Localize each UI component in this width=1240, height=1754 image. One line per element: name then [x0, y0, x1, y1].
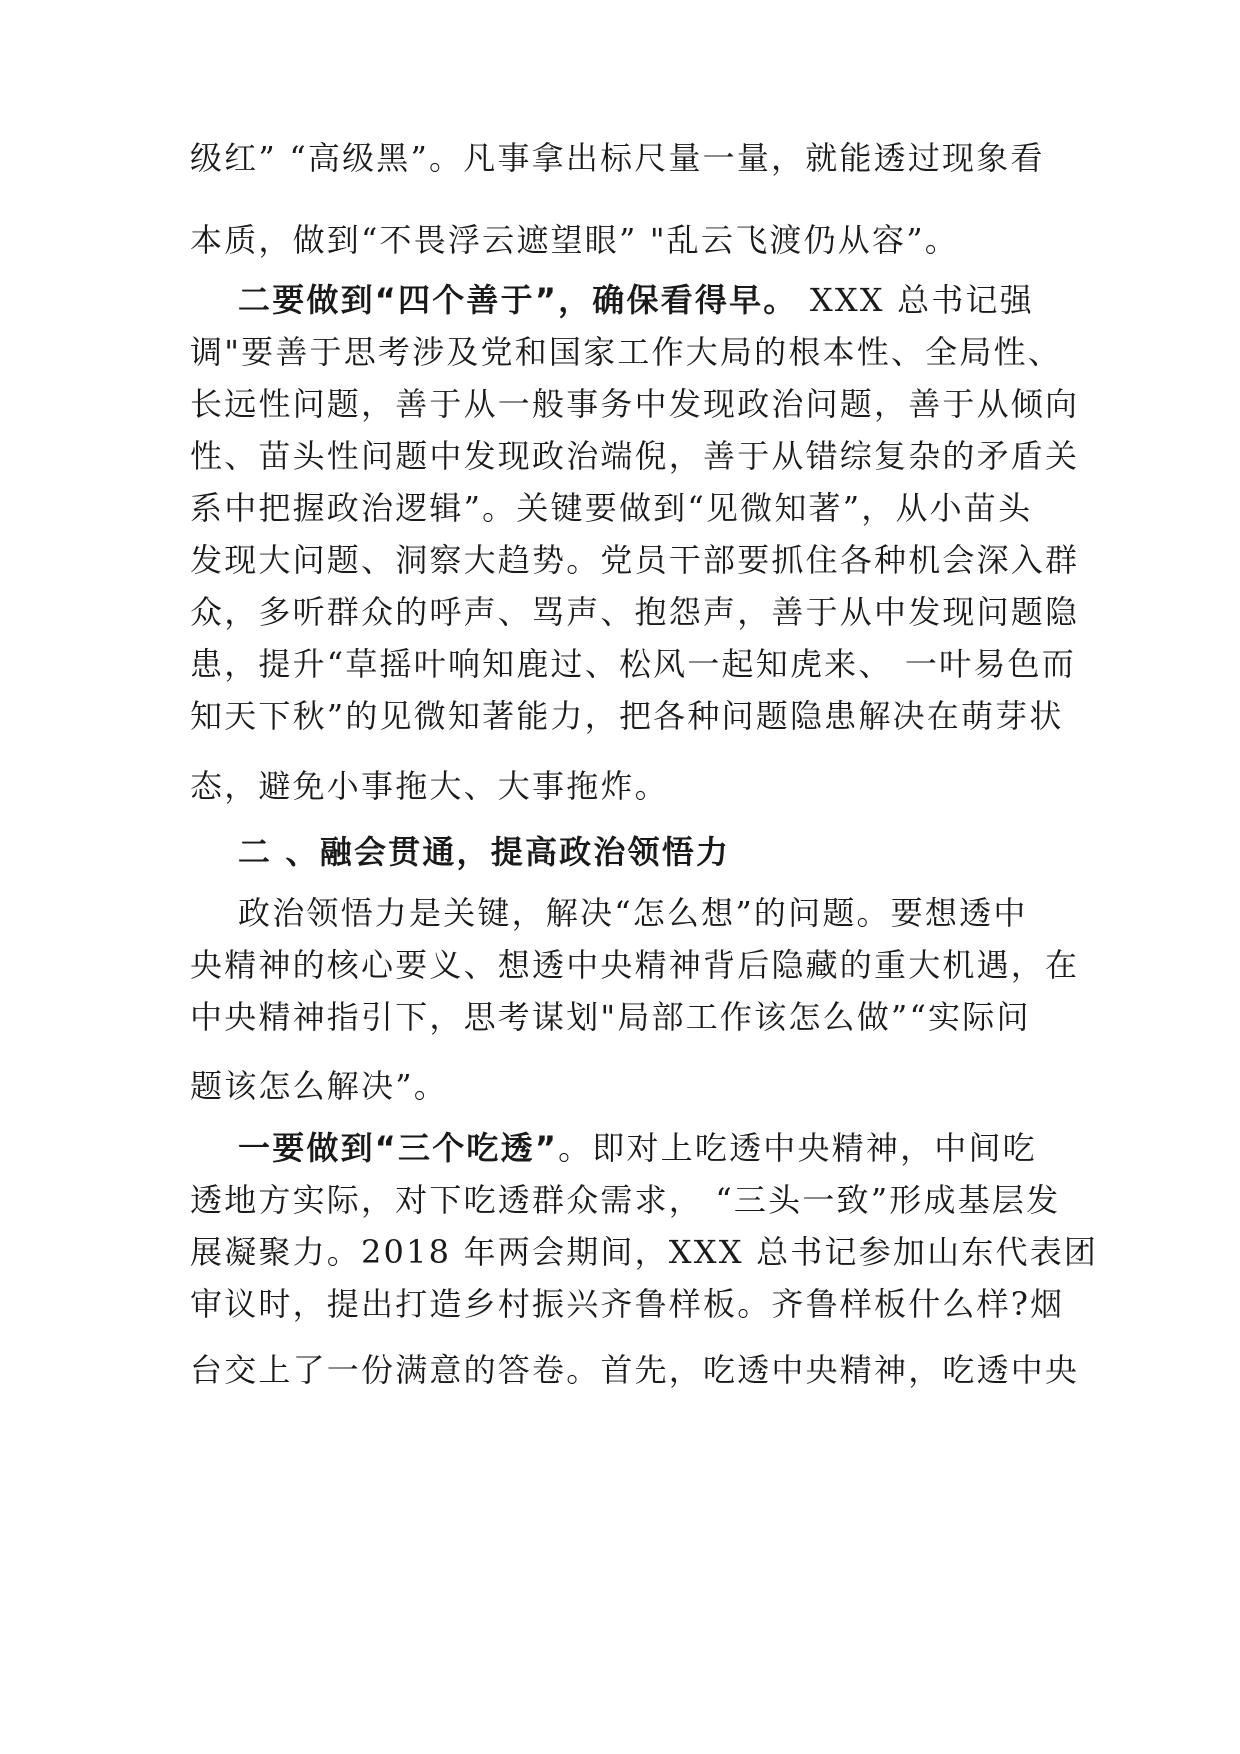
text-line	[190, 1066, 1050, 1106]
line-text: 众，多听群众的呼声、骂声、抱怨声，善于从中发现问题隐	[190, 593, 1080, 631]
line-text: 知天下秋”的见微知著能力，把各种问题隐患解决在萌芽状	[190, 697, 1064, 735]
text-line	[190, 436, 1080, 476]
subheading-text: 一要做到“三个吃透”	[238, 1129, 559, 1167]
line-text: 态，避免小事拖大、大事拖炸。	[190, 767, 669, 805]
line-text: 系中把握政治逻辑”。关键要做到“见微知著”，从小苗头	[190, 489, 1033, 527]
line-text: 本质，做到“不畏浮云遮望眼” "乱云飞渡仍从容”。	[190, 221, 959, 259]
text-line	[190, 997, 1050, 1037]
text-line	[190, 540, 1080, 580]
line-text: 政治领悟力是关键，解决“怎么想”的问题。要想透中	[238, 894, 1028, 932]
line-text: 台交上了一份满意的答卷。首先，吃透中央精神，吃透中央	[190, 1351, 1080, 1389]
text-line	[190, 488, 1050, 528]
line-text: 级红” “高级黑”。凡事拿出标尺量一量，就能透过现象看	[190, 139, 1045, 177]
line-text: 审议时，提出打造乡村振兴齐鲁样板。齐鲁样板什么样?烟	[190, 1285, 1065, 1323]
line-text: 中央精神指引下，思考谋划"局部工作该怎么做”“实际问	[190, 998, 1031, 1036]
text-line	[190, 592, 1080, 632]
text-line	[190, 766, 1050, 806]
line-text: 长远性问题，善于从一般事务中发现政治问题，善于从倾向	[190, 385, 1080, 423]
text-line	[190, 1350, 1080, 1390]
subheading-text: 二要做到“四个善于”，确保看得早。	[238, 281, 798, 319]
line-text: 题该怎么解决”。	[190, 1067, 448, 1105]
line-text: 央精神的核心要义、想透中央精神背后隐藏的重大机遇，在	[190, 946, 1080, 984]
line-text: 发现大问题、洞察大趋势。党员干部要抓住各种机会深入群	[190, 541, 1080, 579]
line-text: 。即对上吃透中央精神，中间吃	[558, 1129, 1037, 1167]
line-text: 患，提升“草摇叶响知鹿过、松风一起知虎来、 一叶易色而	[190, 645, 1076, 683]
text-line	[238, 893, 1050, 933]
text-line	[190, 945, 1080, 985]
line-text: 调"要善于思考涉及党和国家工作大局的根本性、全局性、	[190, 333, 1062, 371]
text-line	[190, 696, 1064, 736]
line-text: XXX 总书记强	[797, 281, 1034, 319]
subheading-line	[238, 280, 1050, 320]
subheading-line	[238, 1128, 1050, 1168]
text-line	[190, 384, 1080, 424]
text-line	[190, 332, 1062, 372]
text-line	[190, 1232, 1099, 1272]
section-heading	[238, 832, 1050, 872]
line-text: 性、苗头性问题中发现政治端倪，善于从错综复杂的矛盾关	[190, 437, 1080, 475]
section-heading-text: 二 、融会贯通，提高政治领悟力	[238, 833, 731, 871]
line-text: 透地方实际，对下吃透群众需求， “三头一致”形成基层发	[190, 1181, 1061, 1219]
text-line	[190, 644, 1076, 684]
line-text: 展凝聚力。2018 年两会期间，XXX 总书记参加山东代表团	[190, 1233, 1099, 1271]
text-line	[190, 138, 1050, 178]
text-line	[190, 1180, 1061, 1220]
text-line	[190, 220, 1050, 260]
text-line	[190, 1284, 1065, 1324]
